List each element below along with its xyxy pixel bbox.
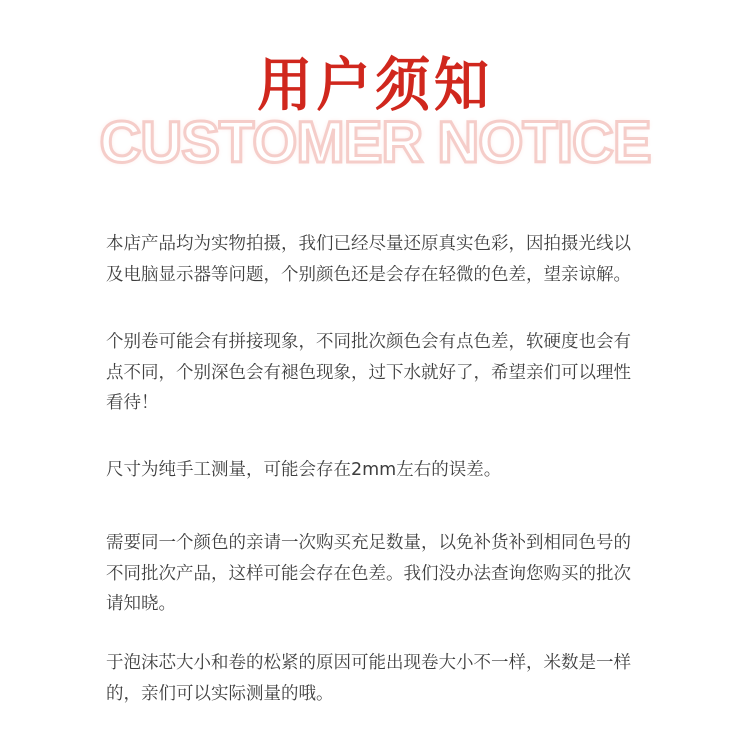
notice-paragraph-batch: 需要同一个颜色的亲请一次购买充足数量，以免补货补到相同色号的不同批次产品，这样可能会存在色差。我们没办法查询您购买的批次请知晓。	[106, 533, 631, 614]
notice-paragraph-roll-size: 于泡沫芯大小和卷的松紧的原因可能出现卷大小不一样，米数是一样的，亲们可以实际测量的哦。	[106, 653, 631, 704]
notice-title: 用户须知	[257, 51, 493, 119]
notice-subtitle: CUSTOMER NOTICE	[99, 110, 651, 175]
notice-paragraph-color-difference: 本店产品均为实物拍摄，我们已经尽量还原真实色彩，因拍摄光线以及电脑显示器等问题，个别颜色还是会存在轻微的色差，望亲谅解。	[106, 234, 631, 285]
notice-paragraph-measurement: 尺寸为纯手工测量，可能会存在2mm左右的误差。	[106, 460, 502, 480]
notice-paragraph-splicing: 个别卷可能会有拼接现象，不同批次颜色会有点色差，软硬度也会有点不同，个别深色会有褪色现象，过下水就好了，希望亲们可以理性看待！	[106, 332, 631, 413]
